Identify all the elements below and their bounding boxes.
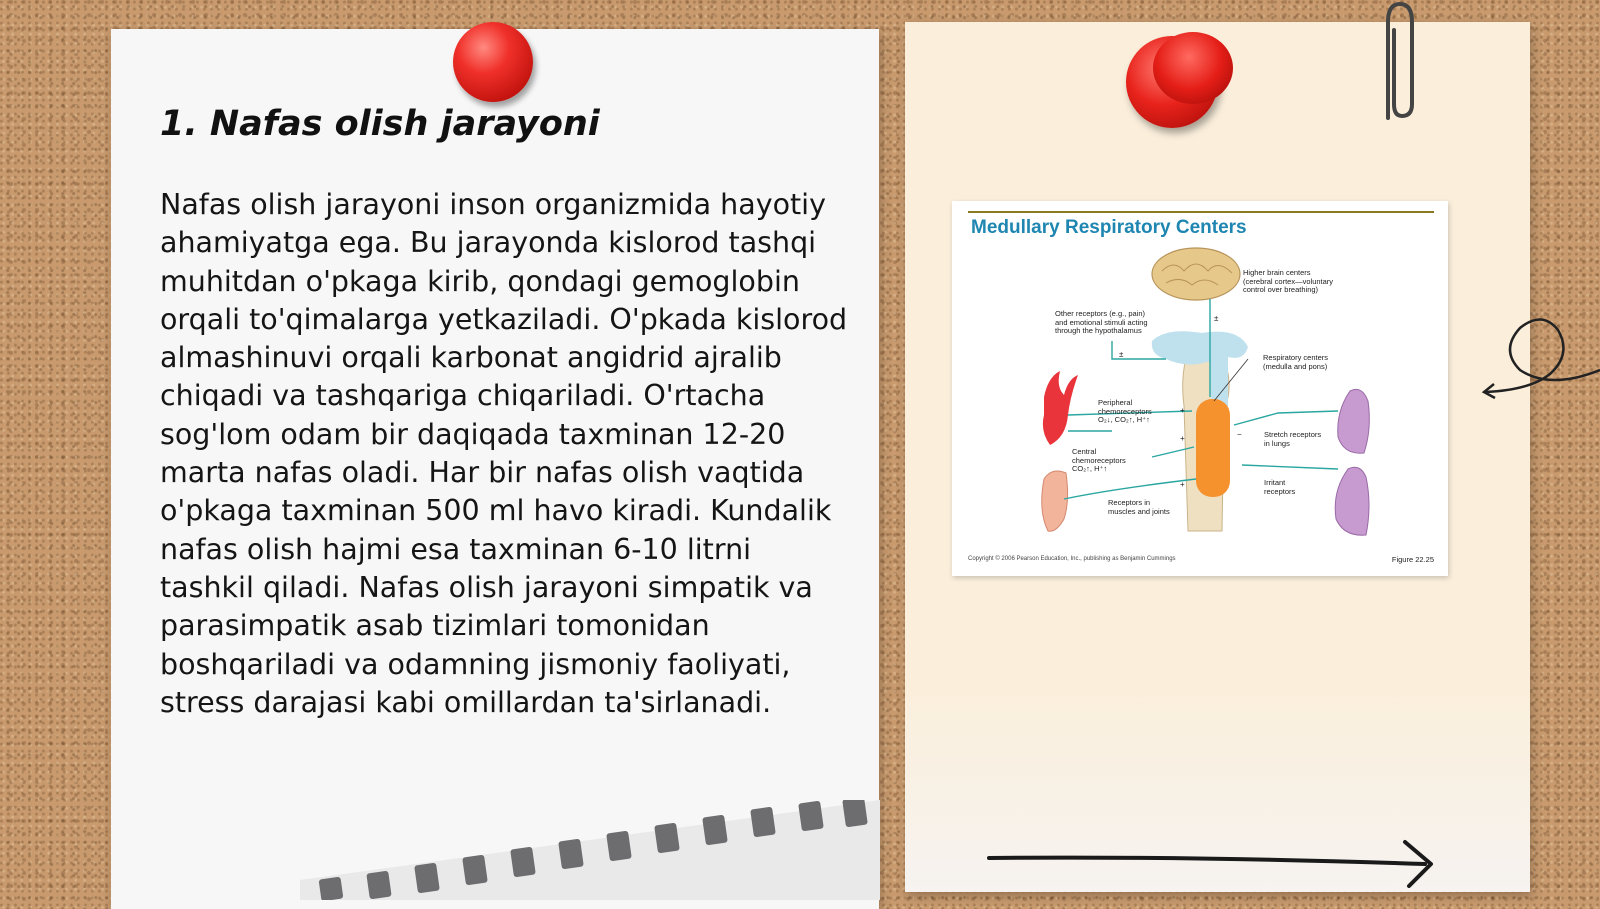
label-central-chemoreceptors: Central chemoreceptors CO₂↑, H⁺↑	[1072, 447, 1126, 473]
label-irritant-receptors: Irritant receptors	[1264, 478, 1296, 496]
label-higher-brain: Higher brain centers (cerebral cortex—voluntary control over breathing)	[1243, 268, 1334, 294]
figure-copyright: Copyright © 2006 Pearson Education, Inc., publishing as Benjamin Cummings	[968, 556, 1176, 562]
lung-upper-icon	[1338, 389, 1370, 453]
label-peripheral-chemoreceptors: Peripheral chemoreceptors O₂↓, CO₂↑, H⁺↑	[1098, 398, 1152, 424]
sign-minus: −	[1237, 430, 1242, 439]
sign-plus-minus-2: ±	[1119, 350, 1124, 359]
slide-title: 1. Nafas olish jarayoni	[160, 104, 600, 144]
arrow-right-icon	[985, 838, 1445, 888]
slide-paragraph: Nafas olish jarayoni inson organizmida hayotiy ahamiyatga ega. Bu jarayonda kislorod tashqi muhitdan o'pkaga kirib, qondagi gemoglobin orqali to'qimalarga yetkaziladi. O'pkada kislorod almashinuvi orqali karbonat angidrid ajralib chiqadi va tashqariga chiqariladi. O'rtacha sog'lom odam bir daqiqada taxminan 12-20 marta nafas oladi. Har bir nafas olish vaqtida o'pkaga taxminan 500 ml havo kiradi. Kundalik nafas olish hajmi esa taxminan 6-10 litrni tashkil qiladi. Nafas olish jarayoni simpatik va parasimpatik asab tizimlari tomonidan boshqariladi va odamning jismoniy faoliyati, stress darajasi kabi omillardan ta'sirlanadi.	[160, 188, 848, 719]
respiratory-diagram	[952, 201, 1448, 576]
figure-number: Figure 22.25	[1391, 555, 1434, 564]
lung-lower-icon	[1335, 467, 1369, 535]
sign-plus-2: +	[1180, 434, 1185, 443]
brain-icon	[1152, 248, 1240, 300]
figure-title: Medullary Respiratory Centers	[971, 217, 1247, 238]
sign-plus-minus-1: ±	[1214, 314, 1219, 323]
label-stretch-receptors: Stretch receptors in lungs	[1264, 430, 1322, 448]
respiratory-centers-figure	[952, 201, 1448, 576]
label-other-receptors: Other receptors (e.g., pain) and emotional stimuli acting through the hypothalamus	[1055, 309, 1148, 335]
swirl-arrow-icon	[1480, 310, 1600, 410]
red-pushpin-right-top	[1153, 32, 1233, 104]
label-muscle-receptors: Receptors in muscles and joints	[1108, 498, 1170, 516]
label-respiratory-centers: Respiratory centers (medulla and pons)	[1263, 353, 1329, 371]
medulla-shape	[1196, 399, 1230, 497]
sign-plus-3: +	[1180, 480, 1185, 489]
sign-plus-1: +	[1180, 406, 1185, 415]
paperclip-icon	[1374, 0, 1424, 130]
arm-icon	[1042, 471, 1068, 531]
carotid-artery-icon	[1043, 371, 1078, 445]
torn-paper-edge	[300, 800, 880, 900]
red-pushpin-left	[453, 22, 533, 102]
